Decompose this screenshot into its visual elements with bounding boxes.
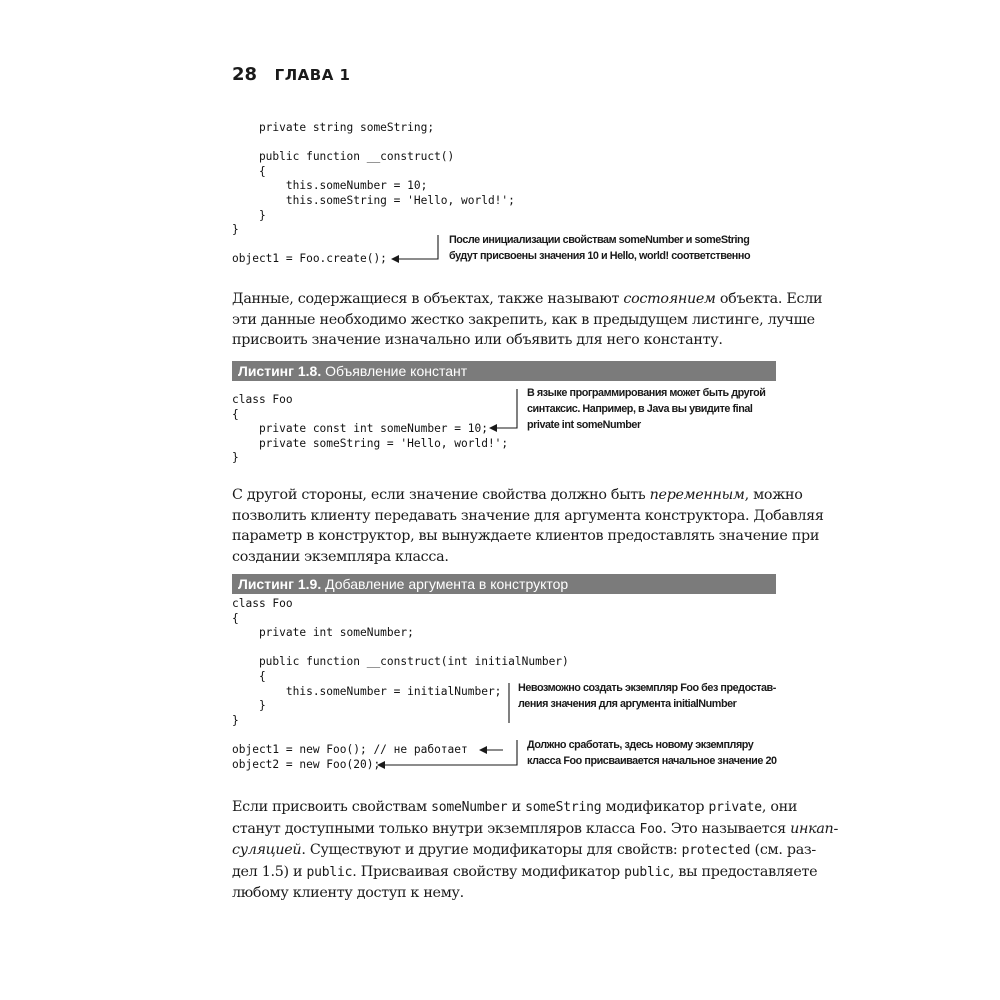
emphasis: суляцией [232, 842, 302, 858]
callout-arrow [490, 389, 517, 428]
paragraph-encapsulation: Если присвоить свойствам someNumber и someString модификатор private, они станут доступными только внутри экземпляров класса Foo. Это называется инкап- суляцией. Существуют и другие модификаторы для свойств: protected (см. раз- дел 1.5) и public. Присваивая свойству модификатор public, вы предоставляете любому клиенту доступ к нему. [232, 799, 838, 901]
chapter-title: ГЛАВА 1 [274, 66, 351, 84]
callout-line: В языке программирования может быть другой [527, 387, 766, 399]
callout-line: ления значения для аргумента initialNumber [518, 698, 737, 710]
callout-line: private int someNumber [527, 419, 641, 431]
callout-line: будут присвоены значения 10 и Hello, world! соответственно [449, 250, 751, 262]
callout-line: синтаксис. Например, в Java вы увидите final [527, 403, 753, 415]
inline-code: someNumber [431, 800, 508, 815]
emphasis: состоянием [623, 291, 716, 307]
emphasis: переменным [649, 487, 745, 503]
code-listing-continued: private string someString; public function __construct() { this.someNumber = 10; this.someString = 'Hello, world!'; } } object1 = Foo.create(); [232, 121, 515, 266]
inline-code: Foo [639, 821, 663, 837]
inline-code: public [306, 864, 353, 880]
inline-code: private [708, 800, 762, 815]
inline-code: protected [681, 843, 751, 858]
inline-code: public [624, 864, 670, 880]
listing-caption-1-9: Листинг 1.9. Добавление аргумента в конструктор [232, 574, 776, 594]
callout-line: Невозможно создать экземпляр Foo без предостав- [518, 682, 776, 694]
callout-line: Должно сработать, здесь новому экземпляру [527, 739, 754, 751]
inline-code: someString [525, 800, 602, 815]
callout-line: класса Foo присваивается начальное значение 20 [527, 755, 777, 767]
page-number: 28 [232, 64, 258, 85]
callout-arrow [392, 235, 438, 259]
listing-caption-1-8: Листинг 1.8. Объявление констант [232, 361, 776, 381]
code-listing-1-9: class Foo { private int someNumber; public function __construct(int initialNumber) { this.someNumber = initialNumber; } } object1 = new Foo(); // не работает object2 = new Foo(20); [232, 597, 569, 771]
callout-arrow [378, 740, 517, 765]
emphasis: инкап- [790, 820, 838, 837]
code-listing-1-8: class Foo { private const int someNumber = 10; private someString = 'Hello, world!'; } [232, 393, 509, 465]
paragraph-state: Данные, содержащиеся в объектах, также называют состоянием объекта. Если эти данные необходимо жестко закрепить, как в предыдущем листинге, лучше присвоить значение изначально или объявить для него константу. [232, 291, 823, 348]
callout-line: После инициализации свойствам someNumber и someString [449, 234, 750, 246]
paragraph-variable: С другой стороны, если значение свойства должно быть переменным, можно позволить клиенту передавать значение для аргумента конструктора. Добавляя параметр в конструктор, вы вынуждаете клиентов предоставлять значение при создании экземпляра класса. [232, 487, 824, 565]
